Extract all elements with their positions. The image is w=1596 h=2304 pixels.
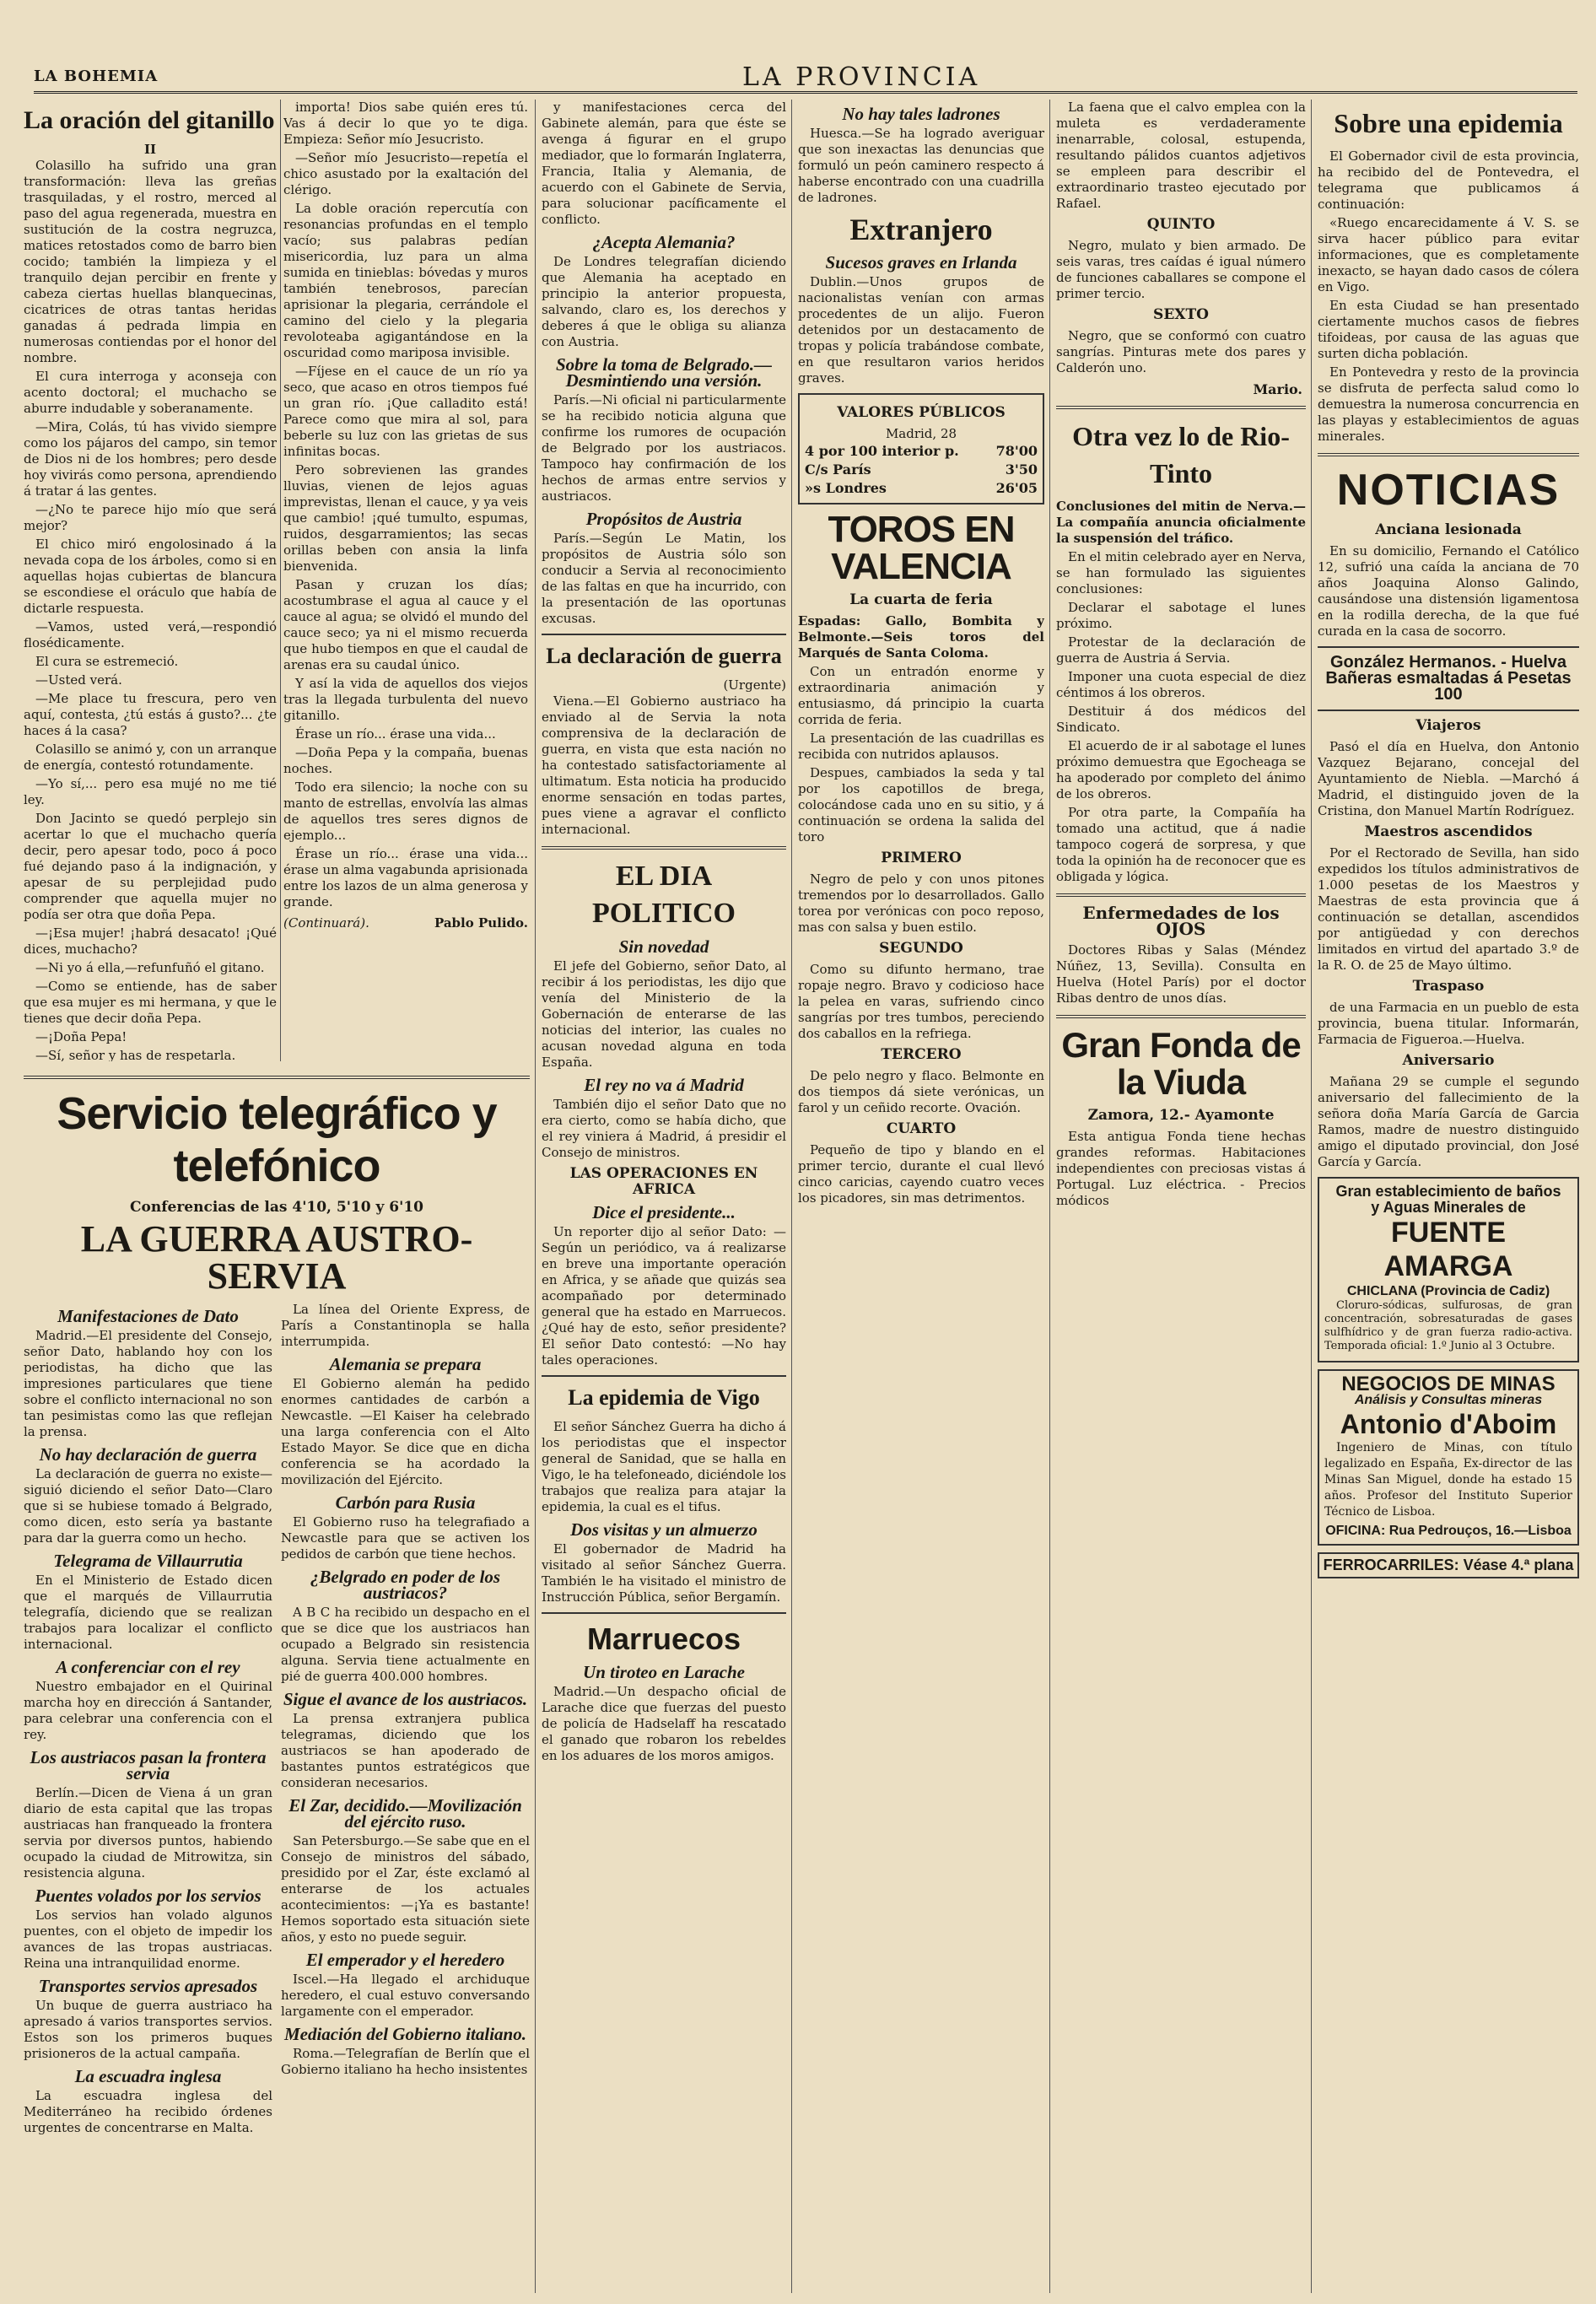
valores-label: »s Londres [805,480,887,496]
valores-box [798,393,1044,505]
mario-signature: Mario. [1253,381,1302,397]
section-label: LA BOHEMIA [34,67,159,85]
valores-value: 26'05 [995,480,1038,496]
gonzalez-ad: González Hermanos. - Huelva [1329,653,1567,672]
vigo-text: El señor Sánchez Guerra ha dicho á los periodistas que el inspector general de Sanidad, que se halla en Vigo, le ha telefoneado, diciéndole los trabajos que realiza para atajar la epidemia, la cual es el tifus. [542,1419,786,1514]
viajeros-text: Pasó el día en Huelva, don Antonio Vazquez Bejarano, concejal del Ayuntamiento de Niebla. —Marchó á Madrid, el distinguido joven de la Cristina, don Manuel Martín Rodríguez. [1318,739,1579,818]
paragraph: El cura se estremeció. [35,654,179,669]
valores-place: Madrid, 28 [885,426,957,441]
valores-label: C/s París [805,461,871,478]
paragraph: En Pontevedra y resto de la provincia se disfruta de perfecta salud como lo demuestra la numerosa concurrencia en las playas y establecimientos de aguas minerales. [1318,364,1579,444]
paragraph: —¡Esa mujer! ¡habrá desacato! ¡Qué dices, muchacho? [24,925,277,957]
column-rule [791,100,792,2293]
section-heading: Sobre la toma de Belgrado.—Desmintiendo una versión. [555,354,773,391]
telegraph-section [24,1067,530,2299]
paragraph: Destituir á dos médicos del Sindicato. [1056,704,1306,735]
paragraph: Despues, cambiados la seda y tal por los capotillos de brega, colocándose cada uno en su sitio, y á continuación se ordena la salida del toro [798,765,1044,844]
section-heading: ¿Acepta Alemania? [592,232,736,252]
paragraph: —Yo sí,... pero esa mujé no me tié ley. [24,776,277,807]
telegraph-right-column [281,1302,530,2139]
dice-text: Un reporter dijo al señor Dato: —Según un periódico, va á realizarse en breve una importante operación en Africa, y se añade que quizás sea acompañado por determinado general que ha estado en Marruecos. ¿Qué hay de esto, señor presidente? El señor Dato contestó: —No hay tales operaciones. [542,1224,786,1368]
divider [1318,646,1579,648]
valores-row [805,479,1038,498]
paragraph: Colasillo se animó y, con un arranque de energía, contestó rotundamente. [24,742,277,773]
section-text: Berlín.—Dicen de Viena á un gran diario de esta capital que las tropas austriacas han franqueado la frontera servia por diversos puntos, habiendo ocupado la ciudad de Mitrowitza, sin resistencia alguna. [24,1785,272,1880]
section-text: Roma.—Telegrafían de Berlín que el Gobierno italiano ha hecho insistentes [281,2046,530,2077]
paragraph: —Vamos, usted verá,—respondió flosédicamente. [24,619,277,650]
declaration-title: La declaración de guerra [546,644,782,668]
section-text: La declaración de guerra no existe—siguió diciendo el señor Dato—Claro que si se hubiese tomado á Belgrado, como dicen, esto sería ya bastante para dar la guerra como un hecho. [24,1466,272,1546]
anciana-text: En su domicilio, Fernando el Católico 12, sufrió una caída la anciana de 70 años Joaquina Alonso Galindo, causándose una distensión ligamentosa en la rodilla derecha, de la que fué curada en la casa de socorro. [1318,543,1579,639]
larache-text: Madrid.—Un despacho oficial de Larache dice que fuerzas del puesto de policía de Hadselaff ha rescatado el ganado que robaron los rebeldes en los aduares de los moros amigos. [542,1684,786,1763]
valores-value: 78'00 [995,443,1038,459]
divider [1318,453,1579,456]
section-heading: Telegrama de Villaurrutia [53,1551,243,1571]
section-text: Los servios han volado algunos puentes, con el objeto de impedir los avances de las tropas austriacas. Reina una intranquilidad enorme. [24,1907,272,1971]
paragraph: Don Jacinto se quedó perplejo sin acertar lo que el muchacho quería decir, pero apesar todo, poco á poco fué dejando paso á la indignación, y apesar de su perplejidad pudo comprender que aquella mujer no podía ser otra que doña Pepa. [24,811,277,922]
toros-body [798,664,1044,845]
section-text: Nuestro embajador en el Quirinal marcha hoy en dirección á Santander, para celebrar una conferencia con el rey. [24,1679,272,1742]
tercero-heading: TERCERO [881,1046,962,1063]
continued-note: (Continuará). [283,915,369,931]
paragraph: Y así la vida de aquellos dos viejos tras la llegada turbulenta del nuevo gitanillo. [283,676,528,723]
gitanillo-continued-body [283,100,528,910]
minas-ad [1318,1369,1579,1546]
paragraph: En el mitin celebrado ayer en Nerva, se han formulado las siguientes conclusiones: [1056,549,1306,596]
divider [542,846,786,850]
section-text: La prensa extranjera publica telegramas, diciendo que los austriacos se han apoderado de bastantes puntos estratégicos que consideran necesarios. [281,1711,530,1790]
section-text: París.—Según Le Matin, los propósitos de Austria sólo son conducir a Servia al reconocimiento de las faltas en que ha incurrido, con la presentación de las oportunas excusas. [542,531,786,626]
gitanillo-section: II [143,142,157,157]
section-text: El Gobierno ruso ha telegrafiado a Newcastle para que se activen los pedidos de carbón que tiene hechos. [281,1514,530,1562]
column-rule [280,100,281,1061]
paragraph: —Me place tu frescura, pero ven aquí, contesta, ¿tú estás á gusto?... ¿te haces á la casa? [24,691,277,738]
section-text: San Petersburgo.—Se sabe que en el Consejo de ministros del sábado, presidido por el Zar, éste exclamó al enterarse de los actuales acontecimientos: —¡Ya es bastante! Hemos soportado esta situación siete años, y esto no puede seguir. [281,1833,530,1945]
section-heading: No hay declaración de guerra [39,1444,257,1465]
minas-subtitle: Análisis y Consultas mineras [1354,1393,1543,1407]
divider [1056,406,1306,409]
fonda-title: Gran Fonda de la Viuda [1061,1025,1301,1102]
gitanillo-col-a [24,100,277,1061]
divider [542,634,786,635]
author-signature: Pablo Pulido. [434,915,528,931]
paragraph: Por otra parte, la Compañía ha tomado una actitud, que á nadie tampoco cogerá de sorpresa, y que toda la opinión ha de reconocer que es obligada y lógica. [1056,805,1306,884]
riotinto-heading: Conclusiones del mitin de Nerva.—La compañía anuncia oficialmente la suspensión del tráfico. [1056,499,1306,546]
segundo-heading: SEGUNDO [879,940,963,957]
paragraph: —Mira, Colás, tú has vivido siempre como los pájaros del campo, sin temor de Dios ni de los hombres; pero desde hoy vivirás como persona, aprendiendo á tratar á las gentes. [24,419,277,499]
section-text: Un buque de guerra austriaco ha apresado á varios transportes servios. Estos son los primeros buques prisioneros de la actual campaña. [24,1998,272,2061]
valores-row [805,461,1038,479]
valores-value: 3'50 [1005,461,1038,478]
dice-heading: Dice el presidente... [592,1202,736,1222]
epidemia-body [1318,148,1579,445]
fuente-place: CHICLANA (Provincia de Cadiz) [1346,1284,1550,1298]
section-heading: El rey no va á Madrid [584,1075,744,1095]
section-heading: Mediación del Gobierno italiano. [283,2024,526,2044]
section-text: Iscel.—Ha llegado el archiduque heredero, el cual estuvo conversando largamente con el emperador. [281,1972,530,2019]
traspaso-text: de una Farmacia en un pueblo de esta provincia, buena titular. Informarán, Farmacia de Figueroa.—Huelva. [1318,1000,1579,1047]
divider [542,1612,786,1614]
paragraph: Todo era silencio; la noche con su manto de estrellas, envolvía las almas de aquellos tres seres dignos de ejemplo... [283,780,528,843]
column-rule [535,100,536,2293]
section-heading: ¿Belgrado en poder de los austriacos? [310,1567,501,1603]
column-3 [798,100,1044,2293]
paragraph: Declarar el sabotage el lunes próximo. [1056,600,1306,631]
riotinto-title: Otra vez lo de Rio-Tinto [1072,421,1290,488]
anciana-heading: Anciana lesionada [1375,521,1522,538]
section-text: La escuadra inglesa del Mediterráneo ha recibido órdenes urgentes de concentrarse en Malta. [24,2088,272,2135]
fuente-line1: Gran establecimiento de baños [1335,1183,1561,1200]
politico-sections [542,936,786,1161]
paragraph: —Ni yo á ella,—refunfuñó el gitano. [35,960,265,975]
paragraph: El chico miró engolosinado á la nevada copa de los árboles, como si en aquellas hojas cubiertas de blancura se escondiese el oráculo que había de dictarle respuesta. [24,537,277,616]
cuarto-text: Pequeño de tipo y blando en el primer tercio, durante el cual llevó cinco caricias, cayendo cuatro veces los picadores, sin mas detrimentos. [798,1142,1044,1206]
aniversario-heading: Aniversario [1402,1052,1495,1069]
quinto-heading: QUINTO [1146,216,1216,233]
paragraph: El acuerdo de ir al sabotage el lunes próximo demuestra que Egocheaga se ha apoderado por completo del ánimo de los obreros. [1056,738,1306,801]
fuente-line2: y Aguas Minerales de [1371,1199,1526,1216]
paragraph: —Señor mío Jesucristo—repetía el chico asustado por la exaltación del clérigo. [283,150,528,197]
divider [1318,710,1579,711]
minas-text: Ingeniero de Minas, con título legalizado en España, Ex-director de las Minas San Miguel, donde ha estado 15 años. Profesor del Instituto Superior Técnico de Lisboa. [1324,1441,1572,1519]
paragraph: El cura interroga y aconseja con acento doctoral; el muchacho se aburre indudable y soberanamente. [24,369,277,416]
divider [1056,1015,1306,1018]
masthead [34,62,1577,94]
minas-name: Antonio d'Aboim [1340,1409,1557,1439]
gitanillo-col-b [283,100,528,1061]
section-divider [24,1076,530,1079]
visitas-text: El gobernador de Madrid ha visitado al señor Sánchez Guerra. También le ha visitado el ministro de Instrucción Pública, señor Bergamín. [542,1541,786,1605]
primero-text: Negro de pelo y con unos pitones tremendos por lo desarrollados. Gallo torea por verónicas con poco reposo, mas con salsa y buen estilo. [798,871,1044,935]
section-heading: Sin novedad [618,936,709,957]
paragraph: Con un entradón enorme y extraordinaria animación y entusiasmo, dá principio la cuarta corrida de feria. [798,664,1044,727]
column-4 [1056,100,1306,2293]
paragraph: Pasan y cruzan los días; acostumbrase el agua al cauce y el cauce al agua; se olvidó el mundo del cauce seco; ya ni el mismo recuerda que hubo tiempos en que el caudal de arenas era su caudal único. [283,577,528,672]
paragraph: —Fíjese en el cauce de un río ya seco, que acaso en otros tiempos fué un gran río. ¡Que calladito está! Parece como que mira al sol, para beberle su luz con las grietas de sus infinitas bocas. [283,364,528,459]
fonda-address: Zamora, 12.- Ayamonte [1087,1107,1275,1124]
paragraph: Imponer una cuota especial de diez céntimos á los obreros. [1056,669,1306,700]
section-heading: La escuadra inglesa [74,2066,222,2086]
valores-label: 4 por 100 interior p. [805,443,959,459]
section-text: La línea del Oriente Express, de París a Constantinopla se halla interrumpida. [281,1302,530,1349]
marruecos-title: Marruecos [586,1621,741,1656]
divider [1056,893,1306,897]
section-heading: Propósitos de Austria [585,509,742,529]
conferences-times: Conferencias de las 4'10, 5'10 y 6'10 [129,1199,423,1216]
telegraph-left-column [24,1302,272,2139]
africa-title: LAS OPERACIONES EN AFRICA [569,1165,758,1198]
valores-rows [805,442,1038,498]
section-text: A B C ha recibido un despacho en el que se dice que los austriacos han ocupado a Belgrado sin resistencia alguna. Servia tiene actualmente en pié de guerra 400.000 hombres. [281,1605,530,1684]
sexto-heading: SEXTO [1153,306,1209,323]
vigo-title: La epidemia de Vigo [568,1385,760,1410]
paragraph: Colasillo ha sufrido una gran transformación: lleva las greñas trasquiladas, y el rostro, merced al paso del agua regenerada, muestra en sustitución de la costra negruzca, matices retostados como de barro bien cocido; también la limpieza y el tranquilo dejan percibir en frente y cabeza ciertas huellas blanquecinas, cicatrices de otras tantas heridas ganadas á pedrada limpia en numerosas contiendas por el honor del nombre. [24,158,277,365]
section-heading: Carbón para Rusia [335,1492,476,1513]
divider [542,1375,786,1377]
epidemia-title: Sobre una epidemia [1334,108,1563,138]
tercero-text: De pelo negro y flaco. Belmonte en dos tiempos dá siete verónicas, un farol y un ceñido recorte. Ovación. [798,1068,1044,1115]
paragraph: La doble oración repercutía con resonancias profundas en el templo vacío; sus palabras pedían misericordia, luz para un alma sumida en tinieblas: bóvedas y muros también tenebrosos, parecían aprisionar la plegaria, cerrándole el camino del cielo y la plegaria revoloteaba agigantándose en la oscuridad como mariposa invisible. [283,201,528,360]
paragraph: —¡Doña Pepa! [35,1029,127,1044]
alemania-text: y manifestaciones cerca del Gabinete alemán, para que éste se avenga á figurar en el grupo mediador, que lo formarán Inglaterra, Francia, Italia y Alemania, de acuerdo con el Gabinete de Servia, para solucionar pacíficamente el conflicto. [542,100,786,227]
section-text: De Londres telegrafían diciendo que Alemania ha aceptado en principio la anterior propuesta, salvando, claro es, los derechos y deberes á que le obliga su alianza con Austria. [542,254,786,349]
paragraph: El Gobernador civil de esta provincia, ha recibido del de Pontevedra, el telegrama que publicamos á continuación: [1318,148,1579,212]
minas-office: OFICINA: Rua Pedrouços, 16.—Lisboa [1325,1524,1572,1538]
column-2 [542,100,786,2293]
visitas-heading: Dos visitas y un almuerzo [570,1519,758,1540]
section-heading: Transportes servios apresados [38,1976,258,1996]
irlanda-heading: Sucesos graves en Irlanda [825,252,1017,272]
section-heading: El Zar, decidido.—Movilización del ejército ruso. [288,1795,522,1832]
gitanillo-body [24,158,277,1061]
segundo-text: Como su difunto hermano, trae ropaje negro. Bravo y codicioso hace la pelea en varas, sufriendo cinco sangrías por tres tumbos, pereciendo dos caballos en la refriega. [798,962,1044,1041]
paragraph: Pero sobrevienen las grandes lluvias, vienen de lejos aguas imprevistas, llenan el cauce, y ya veis que cambio! ¡qué tumulto, espumas, ruidos, desgarramientos; las secas orillas beben con ansia la linfa bienvenida. [283,462,528,574]
fonda-text: Esta antigua Fonda tiene hechas grandes reformas. Habitaciones independientes con preciosas vistas á Portugal. Luz eléctrica. - Precios módicos [1056,1129,1306,1208]
fuente-amarga-ad [1318,1177,1579,1362]
extranjero-title: Extranjero [849,213,993,246]
ladrones-heading: No hay tales ladrones [842,104,1000,124]
section-text: El Gobierno alemán ha pedido enormes cantidades de carbón a Newcastle. —El Kaiser ha celebrado una larga conferencia con el Alto Estado Mayor. Se dice que en dicha conferencia se ha acordado la movilización del Ejército. [281,1376,530,1487]
section-heading: A conferenciar con el rey [56,1657,240,1677]
sexto-text: Negro, que se conformó con cuatro sangrías. Pinturas mete dos pares y Calderón uno. [1056,328,1306,375]
paragraph: En esta Ciudad se han presentado ciertamente muchos casos de fiebres tifoideas, por causa de las aguas que surten dicha población. [1318,298,1579,361]
section-heading: Manifestaciones de Dato [57,1306,239,1326]
paragraph: —Sí, señor y has de respetarla. [35,1048,236,1061]
valores-title: VALORES PÚBLICOS [837,404,1006,421]
banos-ad: Bañeras esmaltadas á Pesetas 100 [1325,669,1572,704]
paragraph: importa! Dios sabe quién eres tú. Vas á decir lo que yo te diga. Empieza: Señor mío Jesucristo. [283,100,528,147]
ferrocarriles-notice: FERROCARRILES: Véase 4.ª plana [1318,1552,1579,1578]
toros-subtitle: La cuarta de feria [849,591,993,608]
toros-title: TOROS EN VALENCIA [828,509,1015,587]
faena-text: La faena que el calvo emplea con la muleta es verdaderamente inenarrable, colosal, estupenda, resultando pálidos cuantos adjetivos se empleen para describir el extraordinario trasteo ejecutado por Rafael. [1056,100,1306,211]
ojos-text: Doctores Ribas y Salas (Méndez Núñez, 13, Sevilla). Consulta en Huelva (Hotel París) por el doctor Ribas dentro de unos días. [1056,942,1306,1006]
newspaper-title: LA PROVINCIA [742,62,981,92]
paragraph: Protestar de la declaración de guerra de Austria á Servia. [1056,634,1306,666]
valores-row [805,442,1038,461]
paragraph: Érase un río... érase una vida... [295,726,496,742]
fuente-name: FUENTE AMARGA [1383,1217,1513,1282]
section-text: También dijo el señor Dato que no era cierto, como se había dicho, que el rey viniera á Madrid, á presidir el Consejo de ministros. [542,1097,786,1160]
section-heading: Los austriacos pasan la frontera servia [30,1747,267,1783]
fuente-text: Cloruro-sódicas, sulfurosas, de gran concentración, sobresaturadas de gases sulfhídrico y de gran fuerza radio-activa. Temporada oficial: 1.º Junio al 3 Octubre. [1324,1299,1572,1352]
primero-heading: PRIMERO [881,850,962,866]
paragraph: —Como se entiende, has de saber que esa mujer es mi hermana, y que le tienes que decir doña Pepa. [24,979,277,1026]
section-text: El jefe del Gobierno, señor Dato, al recibir á los periodistas, les dijo que venía del Ministerio de la Gobernación de enterarse de las noticias del interior, las cuales no acusan novedad alguna en toda España. [542,958,786,1070]
politico-title: EL DIA POLITICO [591,861,736,929]
col2-sections [542,232,786,627]
paragraph: —Doña Pepa y la compaña, buenas noches. [283,745,528,776]
paragraph: La presentación de las cuadrillas es recibida con nutridos aplausos. [798,731,1044,762]
viajeros-heading: Viajeros [1415,717,1481,734]
section-text: En el Ministerio de Estado dicen que el marqués de Villaurrutia telegrafía, diciendo que se realizan trabajos para localizar el conflicto internacional. [24,1573,272,1652]
section-text: París.—Ni oficial ni particularmente se ha recibido noticia alguna que confirme los rumores de ocupación de Belgrado por los austriacos. Tampoco hay confirmación de los hechos de armas entre servios y austriacos. [542,392,786,504]
ladrones-text: Huesca.—Se ha logrado averiguar que son inexactas las denuncias que formuló un peón caminero respecto á haberse encontrado con una cuadrilla de ladrones. [798,126,1044,205]
paragraph: —Usted verá. [35,672,122,688]
noticias-title: NOTICIAS [1336,466,1561,515]
gitanillo-title: La oración del gitanillo [24,106,275,134]
quinto-text: Negro, mulato y bien armado. De seis varas, tres caídas é igual número de funciones caballares se compone el primer tercio. [1056,238,1306,301]
riotinto-body [1056,549,1306,885]
declaration-text: Viena.—El Gobierno austriaco ha enviado al de Servia la nota comprensiva de la declaración de guerra, en vista que esta nación no ha contestado satisfactoriamente al ultimatum. Esta noticia ha producido enorme sensación en todas partes, pues viene a agravar el conflicto internacional. [542,693,786,837]
irlanda-text: Dublin.—Unos grupos de nacionalistas venían con armas procedentes de un alijo. Fueron detenidos por un destacamento de tropas y policía trabándose combate, en que resultaron varios heridos graves. [798,274,1044,386]
toros-heading: Espadas: Gallo, Bombita y Belmonte.—Seis toros del Marqués de Santa Coloma. [798,613,1044,661]
section-heading: El emperador y el heredero [305,1950,505,1970]
paragraph: «Ruego encarecidamente á V. S. se sirva hacer público para evitar informaciones, que es completamente inexacto, se hayan dado casos de cólera en Vigo. [1318,215,1579,294]
section-text: Madrid.—El presidente del Consejo, señor Dato, hablando hoy con los periodistas, ha dicho que las impresiones particulares que tiene sobre el conflicto internacional no son tan pesimistas como las que reflejan la prensa. [24,1328,272,1439]
larache-heading: Un tiroteo en Larache [583,1662,745,1682]
telegraph-title: Servicio telegráfico y telefónico [57,1088,497,1191]
column-rule [1049,100,1050,2293]
traspaso-heading: Traspaso [1412,978,1485,995]
paragraph: Érase un río... érase una vida... érase un alma vagabunda aprisionada entre los lazos de un alma generosa y grande. [283,846,528,909]
aniversario-text: Mañana 29 se cumple el segundo aniversario del fallecimiento de la señora doña María García de Garcia Ramos, madre de nuestro distinguido amigo el diputado provincial, don José García y García. [1318,1074,1579,1169]
section-heading: Alemania se prepara [329,1354,482,1374]
ojos-title: Enfermedades de los OJOS [1082,903,1280,939]
cuarto-heading: CUARTO [886,1120,957,1137]
paragraph: —¿No te parece hijo mío que será mejor? [24,502,277,533]
war-title: LA GUERRA AUSTRO-SERVIA [80,1218,473,1297]
section-heading: Sigue el avance de los austriacos. [283,1689,528,1709]
column-5 [1318,100,1579,2293]
column-rule [1311,100,1312,2293]
declaration-urgent: (Urgente) [723,677,786,693]
section-heading: Puentes volados por los servios [35,1886,262,1906]
maestros-text: Por el Rectorado de Sevilla, han sido expedidos los títulos administrativos de 1.000 pesetas de los Maestros y Maestras de esta provincia que á continuación se detallan, ascendidos por antigüedad y con derechos limitados en virtud del apartado 3.º de la R. O. de 25 de Mayo último. [1318,845,1579,973]
maestros-heading: Maestros ascendidos [1364,823,1533,840]
minas-title: NEGOCIOS DE MINAS [1341,1373,1556,1395]
